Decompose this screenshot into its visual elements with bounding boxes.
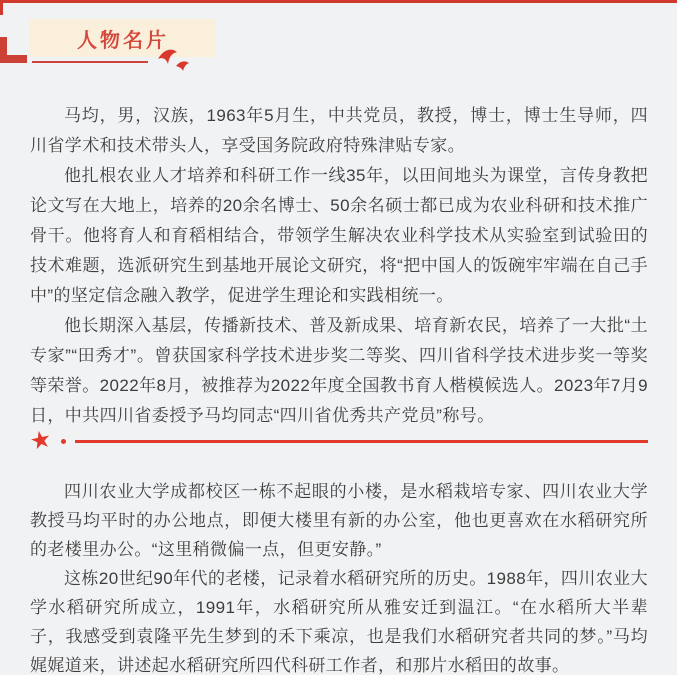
story-section <box>30 477 648 675</box>
star-icon: ★ <box>27 425 54 456</box>
profile-section <box>30 101 648 431</box>
divider-line <box>75 440 648 443</box>
corner-bracket-decoration <box>0 37 27 63</box>
profile-paragraph-1: 马均，男，汉族，1963年5月生，中共党员，教授，博士，博士生导师，四川省学术和技术带头人，享受国务院政府特殊津贴专家。 <box>30 106 648 155</box>
profile-paragraph-3: 他长期深入基层，传播新技术、普及新成果、培育新农民，培养了一大批“土专家”“田秀才”。曾获国家科学技术进步奖二等奖、四川省科学技术进步奖一等奖等荣誉。2022年8月，被推荐为2022年度全国教书育人楷模候选人。2023年7月9日，中共四川省委授予马均同志“四川省优秀共产党员”称号。 <box>30 316 648 425</box>
section-divider <box>27 425 648 456</box>
story-paragraph-2: 这栋20世纪90年代的老楼，记录着水稻研究所的历史。1988年，四川农业大学水稻研究所成立，1991年，水稻研究所从雅安迁到温江。“在水稻所大半辈子，我感受到袁隆平先生梦到的禾下乘凉，也是我们水稻研究者共同的梦。”马均娓娓道来，讲述起水稻研究所四代科研工作者，和那片水稻田的故事。 <box>30 569 648 675</box>
profile-paragraph-2: 他扎根农业人才培养和科研工作一线35年，以田间地头为课堂，言传身教把论文写在大地上，培养的20余名博士、50余名硕士都已成为农业科研和技术推广骨干。他将育人和育稻相结合，带领学生解决农业科学技术从实验室到试验田的技术难题，选派研究生到基地开展论文研究，将“把中国人的饭碗牢牢端在自己手中”的坚定信念融入教学，促进学生理论和实践相统一。 <box>30 166 648 305</box>
title-underline <box>32 61 148 63</box>
article-content <box>0 101 677 675</box>
swallow-birds-icon <box>156 46 200 76</box>
dot-decoration <box>61 439 66 444</box>
section-header <box>0 0 677 78</box>
story-paragraph-1: 四川农业大学成都校区一栋不起眼的小楼，是水稻栽培专家、四川农业大学教授马均平时的办公地点，即便大楼里有新的办公室，他也更喜欢在水稻研究所的老楼里办公。“这里稍微偏一点，但更安静。” <box>30 482 648 559</box>
section-title: 人物名片 <box>77 29 169 52</box>
